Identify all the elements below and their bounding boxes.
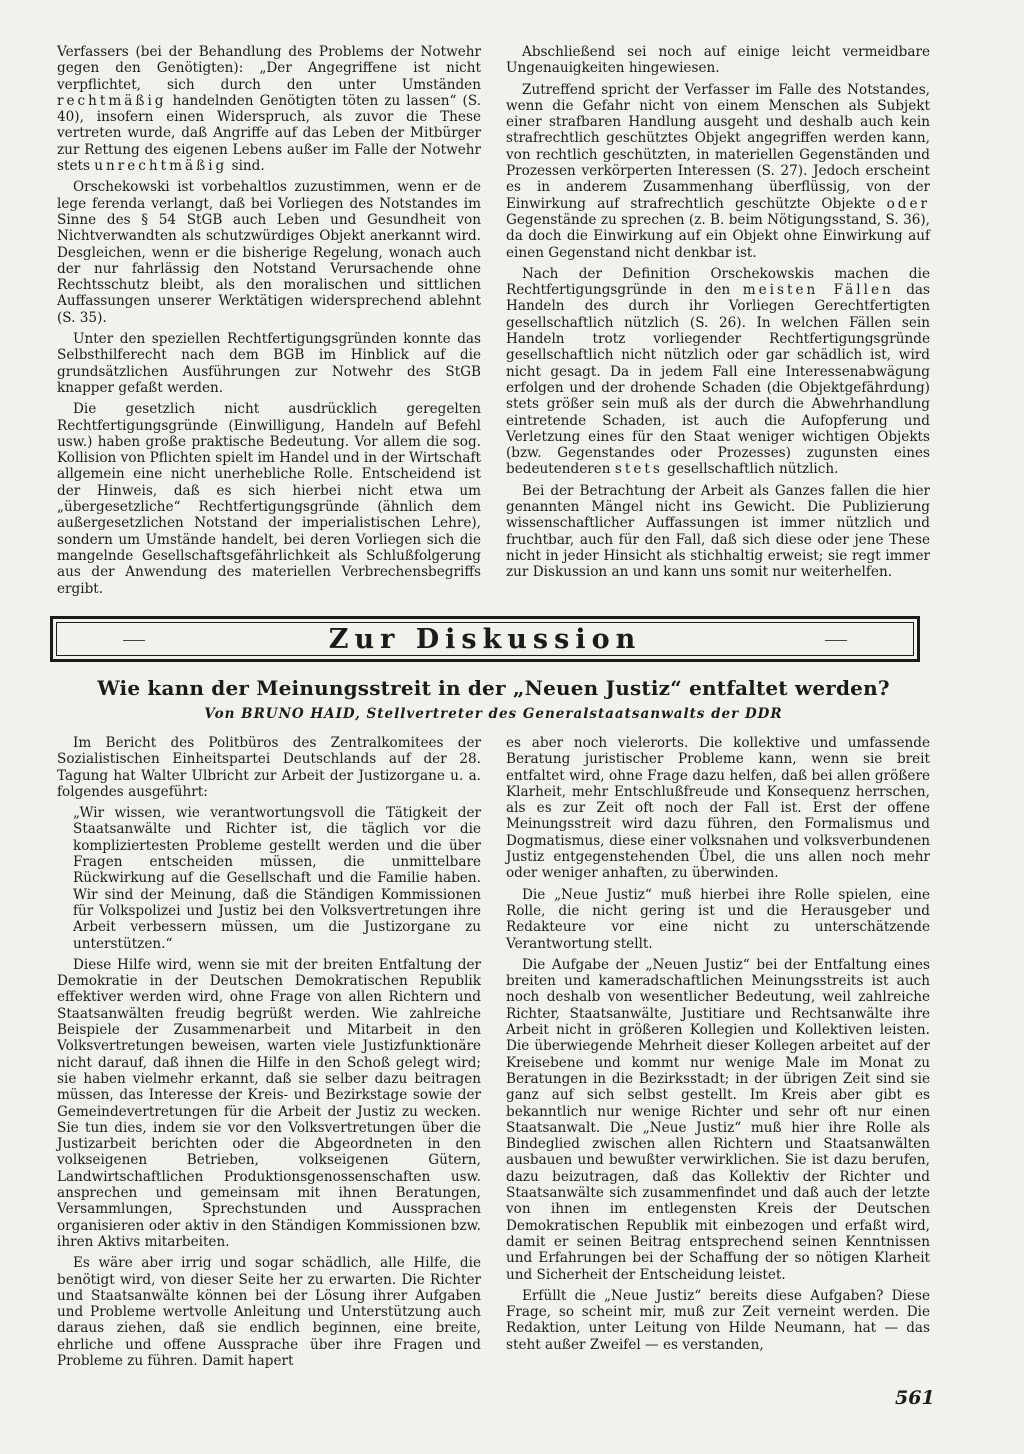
column-bottom-right <box>506 735 930 1358</box>
paragraph: Es wäre aber irrig und sogar schädlich, alle Hilfe, die benötigt wird, von dieser Seite her zu erwarten. Die Richter und Staatsanwälte können bei der Lösung ihrer Aufgaben und Probleme wertvolle Anleitung und Unterstützung auch daraus ziehen, daß sie endlich beginnen, eine breite, ehrliche und offene Aussprache über ihre Fragen und Probleme zu führen. Damit hapert <box>57 1255 481 1369</box>
paragraph: Die „Neue Justiz“ muß hierbei ihre Rolle spielen, eine Rolle, die nicht gering ist und die Herausgeber und Redakteure vor eine nicht zu unterschätzende Verantwortung stellt. <box>506 886 930 952</box>
paragraph: es aber noch vielerorts. Die kollektive und umfassende Beratung juristischer Probleme kann, wenn sie breit entfaltet wird, ohne Frage dazu helfen, daß bei allen größere Klarheit, mehr Entschlußfreude und Konsequenz herrschen, als es zur Zeit oft noch der Fall ist. Erst der offene Meinungsstreit wird dazu führen, den Formalismus und Dogmatismus, diese einer volksnahen und volksverbundenen Justiz entgegenstehenden Übel, die uns allen noch mehr oder weniger anhaften, zu überwinden. <box>506 735 930 882</box>
paragraph: Nach der Definition Orschekowskis machen die Rechtfertigungsgründe in den meisten Fällen das Handeln des durch ihr Vorliegen Gerechtfertigten gesellschaftlich nützlich (S. 26). In welchen Fällen sein Handeln trotz vorliegender Rechtfertigungsgründe gesellschaftlich nicht nützlich oder gar schädlich ist, wird nicht gesagt. Da in jedem Fall eine Interessenabwägung erfolgen und der drohende Schaden (die Objektgefährdung) stets größer sein muß als der durch die Abwehrhandlung eintretende Schaden, ist auch die Aufopferung und Verletzung eines für den Staat weniger wichtigen Objekts (bzw. Gegenstandes oder Prozesses) zugunsten eines bedeutenderen stets gesellschaftlich nützlich. <box>506 265 930 478</box>
column-top-right <box>506 44 930 586</box>
page-number: 561 <box>895 1387 935 1409</box>
column-bottom-left <box>57 735 481 1374</box>
paragraph: Verfassers (bei der Behandlung des Problems der Notwehr gegen den Genötigten): „Der Angegriffene ist nicht verpflichtet, sich durch den unter Umständen rechtmäßig handelnden Genötigten töten zu lassen“ (S. 40), insofern einen Widerspruch, als zuvor die These vertreten wurde, daß Angriffe auf das Leben der Mitbürger zur Rettung des eigenen Lebens außer im Falle der Notwehr stets unrechtmäßig sind. <box>57 44 481 175</box>
banner-dash-left <box>123 640 145 641</box>
paragraph: Erfüllt die „Neue Justiz“ bereits diese Aufgaben? Diese Frage, so scheint mir, muß zur Zeit verneint werden. Die Redaktion, unter Leitung von Hilde Neumann, hat — das steht außer Zweifel — es verstanden, <box>506 1287 930 1353</box>
paragraph: Orschekowski ist vorbehaltlos zuzustimmen, wenn er de lege ferenda verlangt, daß bei Vorliegen des Notstandes im Sinne des § 54 StGB auch Leben und Gesundheit von Nichtverwandten als schutzwürdiges Objekt anerkannt wird. Desgleichen, wenn er die bisherige Regelung, wonach auch der nur fahrlässig den Notstand Verursachende ohne Rechtsschutz bleibt, als den moralischen und sittlichen Auffassungen unserer Werktätigen widersprechend ablehnt (S. 35). <box>57 179 481 326</box>
banner-dash-right <box>825 640 847 641</box>
column-top-left <box>57 44 481 602</box>
paragraph: Die Aufgabe der „Neuen Justiz“ bei der Entfaltung eines breiten und kameradschaftlichen Meinungsstreits ist auch noch deshalb von wesentlicher Bedeutung, weil zahlreiche Richter, Staatsanwälte, Justitiare und Rechtsanwälte ihre Arbeit nicht in größeren Kollegien und Kollektiven leisten. Die überwiegende Mehrheit dieser Kollegen arbeitet auf der Kreisebene und kommt nur wenige Male im Monat zu Beratungen in die Bezirksstadt; in der übrigen Zeit sind sie ganz auf sich selbst gestellt. Im Kreis aber gibt es bekanntlich nur wenige Richter und sehr oft nur einen Staatsanwalt. Die „Neue Justiz“ muß hier ihre Rolle als Bindeglied zwischen allen Richtern und Staatsanwälten ausbauen und bewußter verwirklichen. Sie ist dazu berufen, dazu beizutragen, daß das Kollektiv der Richter und Staatsanwälte sich zusammenfindet und daß auch der letzte von ihnen im entlegensten Kreis der Deutschen Demokratischen Republik mit einbezogen und erfaßt wird, damit er seinen Beitrag entsprechend seinen Kenntnissen und Erfahrungen bei der Schaffung der so nötigen Klarheit und Sicherheit der Entscheidung leistet. <box>506 956 930 1283</box>
paragraph: Bei der Betrachtung der Arbeit als Ganzes fallen die hier genannten Mängel nicht ins Gewicht. Die Publizierung wissenschaftlicher Auffassungen ist immer nützlich und fruchtbar, auch für den Fall, daß sich diese oder jene These nicht in jeder Hinsicht als stichhaltig erweist; sie regt immer zur Diskussion an und kann uns somit nur weiterhelfen. <box>506 482 930 581</box>
paragraph: Zutreffend spricht der Verfasser im Falle des Notstandes, wenn die Gefahr nicht von einem Menschen als Subjekt einer strafbaren Handlung ausgeht und deshalb auch kein strafrechtlich geschütztes Objekt angegriffen werden kann, von rechtlich geschützten, in materiellen Gegenständen und Prozessen verkörperten Interessen (S. 27). Jedoch erscheint es in anderem Zusammenhang überflüssig, von der Einwirkung auf strafrechtlich geschützte Objekte oder Gegenstände zu sprechen (z. B. beim Nötigungsstand, S. 36), da doch die Einwirkung auf ein Objekt ohne Einwirkung auf einen Gegenstand nicht denkbar ist. <box>506 81 930 261</box>
paragraph: Die gesetzlich nicht ausdrücklich geregelten Rechtfertigungsgründe (Einwilligung, Handeln auf Befehl usw.) haben große praktische Bedeutung. Vor allem die sog. Kollision von Pflichten spielt im Handel und in der Wirtschaft allgemein eine nicht unerhebliche Rolle. Entscheidend ist der Hinweis, daß es sich hierbei nicht etwa um „übergesetzliche“ Rechtfertigungsgründe (ähnlich dem außergesetzlichen Notstand der imperialistischen Lehre), sondern um Umstände handelt, bei deren Vorliegen sich die mangelnde Gesellschaftsgefährlichkeit als Schlußfolgerung aus der Anwendung des materiellen Verbrechensbegriffs ergibt. <box>57 401 481 597</box>
article-byline: Von BRUNO HAID, Stellvertreter des Generalstaatsanwalts der DDR <box>204 706 783 722</box>
paragraph: Unter den speziellen Rechtfertigungsgründen konnte das Selbsthilferecht nach dem BGB im Hinblick auf die grundsätzlichen Ausführungen zur Notwehr des StGB knapper gefaßt werden. <box>57 331 481 396</box>
paragraph: Im Bericht des Politbüros des Zentralkomitees der Sozialistischen Einheitspartei Deutschlands auf der 28. Tagung hat Walter Ulbricht zur Arbeit der Justizorgane u. a. folgendes ausgeführt: <box>57 735 481 800</box>
section-banner <box>50 616 920 662</box>
section-title: Zur Diskussion <box>328 623 642 655</box>
paragraph: Abschließend sei noch auf einige leicht vermeidbare Ungenauigkeiten hingewiesen. <box>506 44 930 77</box>
paragraph: Diese Hilfe wird, wenn sie mit der breiten Entfaltung der Demokratie in der Deutschen Demokratischen Republik effektiver werden wird, ohne Frage von allen Richtern und Staatsanwälten freudig begrüßt werden. Wie zahlreiche Beispiele der Zusammenarbeit und Mitarbeit in den Volksvertretungen beweisen, warten viele Justizfunktionäre nicht darauf, daß ihnen die Hilfe in den Schoß gelegt wird; sie haben vielmehr erkannt, daß sie selber dazu beitragen müssen, das Interesse der Kreis- und Bezirkstage sowie der Gemeindevertretungen für die Arbeit der Justiz zu wecken. Sie tun dies, indem sie vor den Volksvertretungen über die Justizarbeit berichten oder die Abgeordneten in den volkseigenen Betrieben, volkseigenen Gütern, Landwirtschaftlichen Produktionsgenossenschaften usw. ansprechen und gemeinsam mit ihnen Beratungen, Versammlungen, Sprechstunden und Aussprachen organisieren oder aktiv in den Ständigen Kommissionen bzw. ihren Aktivs mitarbeiten. <box>57 956 481 1250</box>
quotation: „Wir wissen, wie verantwortungsvoll die Tätigkeit der Staatsanwälte und Richter ist, die täglich vor die kompliziertesten Probleme gestellt werden und die über Fragen entscheiden müssen, die unmittelbare Rückwirkung auf die Gesellschaft und die Familie haben. Wir sind der Meinung, daß die Ständigen Kommissionen für Volkspolizei und Justiz bei den Volksvertretungen ihre Arbeit verbessern müssen, um die Justizorgane zu unterstützen.“ <box>73 805 481 952</box>
article-headline: Wie kann der Meinungsstreit in der „Neuen Justiz“ entfaltet werden? <box>97 676 890 700</box>
